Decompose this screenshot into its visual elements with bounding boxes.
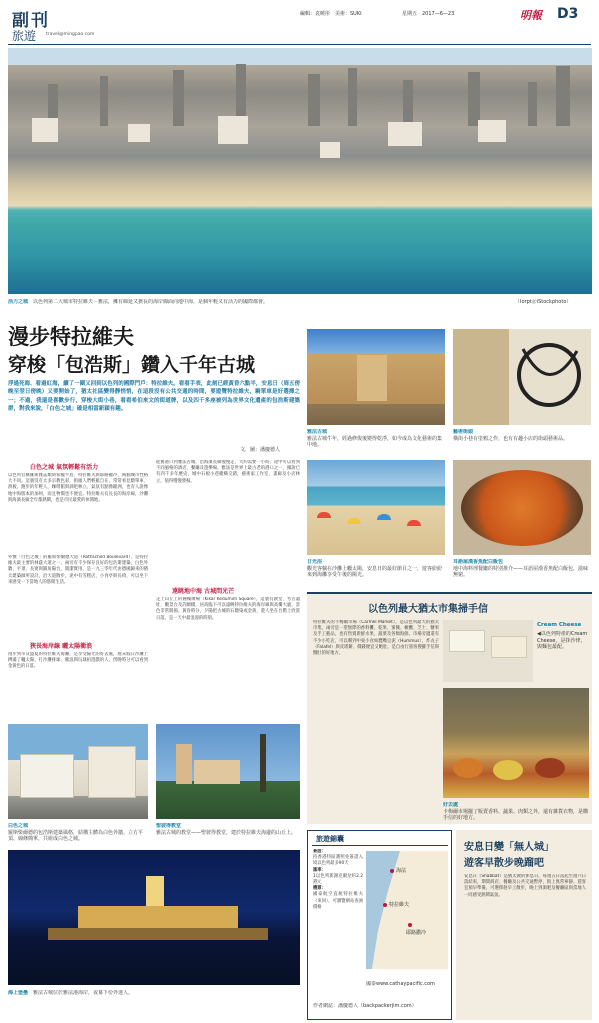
editor-credit: 編輯：袁曉彤 美術：SUKI [300, 11, 362, 17]
flight-value: 國泰航空直航特拉維夫（來回），可瀏覽網站查詢價格 [313, 892, 363, 910]
jaffa-caption-text: 雅法古城牛年，經過修復後變得乾淨，如今成為文化藝術的集中地。 [307, 435, 443, 449]
hero-caption-title: 活力之城 [8, 299, 29, 305]
body-col2-para2: 走上山丘上的鐘樓廣場（Kikar Kedumim Square），這裏有教堂、考古遺址、觀景台及許願橋，居高臨下可以遠眺特拉維夫的海岸線與高樓大廈，景色非常開揚。黃昏時分，夕陽把古城的石牆染成金黃，遊人坐在台階上欣賞日落，是一天中最浪漫的時刻。 [156, 597, 300, 621]
brand-logo: 明報 [520, 9, 542, 22]
church-caption-title: 聖彼得教堂 [156, 823, 182, 829]
subhead-beach: 狹長海岸線 曬太陽衝浪 [30, 643, 93, 650]
bauhaus-caption-title: 白色之城 [8, 823, 29, 829]
market-caption-title: 好去處 [443, 802, 459, 808]
body-col1-para2: 外號「白色之城」的羅斯柴爾德大道（Rothschild Boulevard），是特拉維夫最主要的林蔭大道之一，兩旁有不少保存良好的包浩斯建築，白色外牆、平頂、長窗與圓角陽台，簡潔實用，是一九三零年代由德國歸來的猶太建築師所設計。沿大道散步，途中有雪糕店、小食亭與長椅，可以坐下來感受一下當地人的悠閒生活。 [8, 555, 148, 585]
beach-caption-title: 日光浴 [307, 559, 323, 565]
body-col1-para1: 以色列官稱羅斯雜誌類與希臘半島、特拉維夫與耶路撒冷，兩個城市性格大不同。這裏沒有太多宗教色彩，街頭人們輕鬆自在，常常看見騎單車、滑板、跑步的年輕人，咖啡館與酒吧林立，氣氛有點像歐洲，也有人說像地中海版本的加州，而且物價也不便宜。特拉維夫有長長的海岸線，沙灘與海濱長廊全年都熱鬧，也是市民最愛的休閒地。 [8, 473, 148, 503]
beach-caption-text: 觀光客躺在沙灘上曬太陽，安息日的最好節目之一，遊客紛紛來到海灘享受午後的陽光。 [307, 565, 443, 579]
art-caption-title: 藝術街頭 [453, 429, 474, 435]
sabbath-box [456, 830, 592, 1020]
art-caption [453, 429, 591, 451]
body-col1-para3: 漫步到市及盛夏的特拉維夫海灘，是享受陽光的好去處，週末假日沙灘上擠滿了曬太陽、打沙灘排球、衝浪與玩球拍遊戲的人，傍晚時分可以看到金黃色的日落。 [8, 652, 148, 670]
rate-label: 匯率： [313, 867, 326, 873]
dish-caption-text: 地中海料理餐廳的特別推介——耳語屋漢香魚配白飯包，滋味無窮。 [453, 565, 589, 579]
market-body: 特拉維夫的卡梅爾市場（Carmel Market），是以色列最大的猶太市集，兩旁是一望無際的香料攤、乾果、蜜餞、橄欖、芝士、糖果及手工藝品，也有售賣新鮮水果、蔬菜及各類海鮮。市場旁邊還有不少小吃店，可以嚐到中東小食如鷹嘴豆泥（Hummus）、炸丸子（Falafel）與皮塔餅，價錢便宜又飽肚，是自由行旅客搜羅手信與醫肚的好地方。 [313, 620, 439, 657]
beach-caption [307, 559, 445, 581]
headline-line2: 穿梭「包浩斯」鑽入千年古城 [8, 354, 256, 376]
night-caption [8, 990, 300, 997]
church-photo [156, 724, 300, 819]
jaffa-alley-photo [307, 329, 445, 425]
jaffa-caption [307, 429, 445, 451]
night-caption-text: 雅法古城位於雅法港海岸，夜幕下份外迷人。 [33, 990, 134, 996]
lead-paragraph: 浮過死海、看過紅海，續了一圈又回到以色列的國際門戶：特拉維夫。看看手表，此刻已經黃昏六點半，安息日（周五傍晚至翌日傍晚）又要開始了，猶太社區變得靜悄悄，在這段沒有公共交通的時間，要遊覽特拉維夫，騎單車是好選擇之一；不過，我還是喜歡步行，穿梭大街小巷，看看希伯來文的街道牌，以及四千多座被列為世界文化遺產的包浩斯建築群，對我來說，「白色之城」確是相當新穎有趣。 [8, 381, 300, 413]
dish-photo [453, 460, 591, 555]
header-rule [8, 44, 591, 45]
visa-value: 持香港特區護照免簽證入境以色列最多90天 [313, 855, 363, 867]
travel-info-box [307, 830, 452, 1020]
subsection-title: 旅遊 [12, 29, 37, 43]
map-label-haifa: 海法 [396, 868, 407, 874]
cheese-photo [443, 620, 533, 682]
church-caption [156, 823, 300, 845]
bauhaus-photo [8, 724, 148, 819]
masthead [0, 0, 599, 48]
street-art-photo [453, 329, 591, 425]
market-box [307, 592, 592, 824]
bauhaus-caption-text: 羅斯柴爾德的包浩斯建築風格，結構主體為白色外牆、立方平頂、線條簡單，共組成白色之城。 [8, 829, 144, 843]
cheese-note: ◀以色列特產的Cream Cheese，是抹沙律，與麵包最配。 [537, 631, 588, 651]
hero-photo [8, 48, 592, 294]
sabbath-title-line1: 安息日變「無人城」 [464, 842, 554, 853]
beach-photo [307, 460, 445, 555]
sabbath-body: 安息日（Shabbat）是猶太教的休息日，每週五日落起至週六日落結束，期間商店、餐廳及公共交通暫停，街上異常寧靜。遊客宜預早準備，可選擇趁早上散步，晚上到酒吧及餐廳區與當地人一同感受熱鬧氣氛。 [464, 874, 586, 898]
market-caption [443, 802, 589, 824]
map-label-jerusalem: 耶路撒冷 [406, 930, 427, 936]
subhead-white-city: 白色之城 氣氛輕鬆有活力 [30, 464, 99, 471]
email: travel@mingpao.com [46, 32, 95, 37]
city-skyline [8, 58, 592, 178]
section-title: 副刊 [12, 11, 50, 31]
israel-map [366, 851, 448, 969]
subhead-old-city: 遠眺地中海 古城問光芒 [172, 588, 235, 595]
night-caption-title: 海上堡壘 [8, 990, 29, 996]
cheese-note-title: Cream Cheese [537, 622, 582, 628]
spice-market-photo [443, 688, 589, 798]
issue-date: 星期五 2017—6—23 [402, 11, 455, 17]
market-caption-text: 卡梅爾市場擺了販賣香料、蔬果、肉類之外，還有雜貨衣物，是購手信的好地方。 [443, 808, 589, 822]
page-number: D3 [557, 6, 579, 22]
headline-line1: 漫步特拉維夫 [8, 324, 134, 349]
hero-caption [8, 299, 448, 306]
info-title: 旅遊錦囊 [316, 835, 344, 843]
info-details [313, 849, 363, 989]
visa-label: 簽證： [313, 849, 326, 854]
flight-label: 機票： [313, 886, 326, 892]
market-title: 以色列最大猶太市集掃手信 [368, 604, 488, 615]
bauhaus-caption [8, 823, 148, 845]
jaffa-caption-title: 雅法古城 [307, 429, 328, 435]
photo-credit: （Iorpt＠iStockphoto） [515, 299, 572, 305]
sabbath-title-line2: 遊客早散步晚蹓吧 [464, 858, 544, 869]
dish-caption [453, 559, 591, 581]
map-icon [366, 851, 448, 969]
byline: 文．圖：潘慶德人 [240, 447, 281, 453]
rate-value: 1以色列新謝克爾兌約2.2港元 [313, 873, 363, 886]
night-jaffa-photo [8, 850, 300, 985]
dish-caption-title: 耳語屋漢香魚配白飯包 [453, 559, 504, 565]
info-website: 國泰www.cathaypacific.com [366, 981, 435, 987]
hero-caption-text: 以色列第二大城市特拉維夫－雅法，擁有綿延又狹長的海岸線面向地中海，是個年輕又有活力的國際都會。 [33, 299, 269, 305]
info-title-rule [312, 845, 448, 846]
map-label-tel-aviv: 特拉維夫 [389, 902, 410, 908]
info-author-blog: 作者網誌：潘慶德人（backpackerjim.com） [313, 1003, 417, 1009]
mural-icon [453, 329, 591, 425]
body-col2-para1: 從舊港口到雅法古城，沿海濱長廊慢慢走，大約需要一小時，途中可以看到不同風格的酒店、餐廳及遊樂場。雅法是世界上最古老的港口之一，據說已有四千多年歷史，城中石板小巷縱橫交錯，藝術家工作室、畫廊及小店林立，值得慢慢發掘。 [156, 460, 300, 484]
art-caption-text: 橫街小巷有塗鴉之作，也有有趣小店的街頭藝術品。 [453, 435, 569, 442]
church-caption-text: 雅法古城的教堂——聖彼得教堂，建於特拉維夫海邊的山丘上。 [156, 829, 297, 836]
